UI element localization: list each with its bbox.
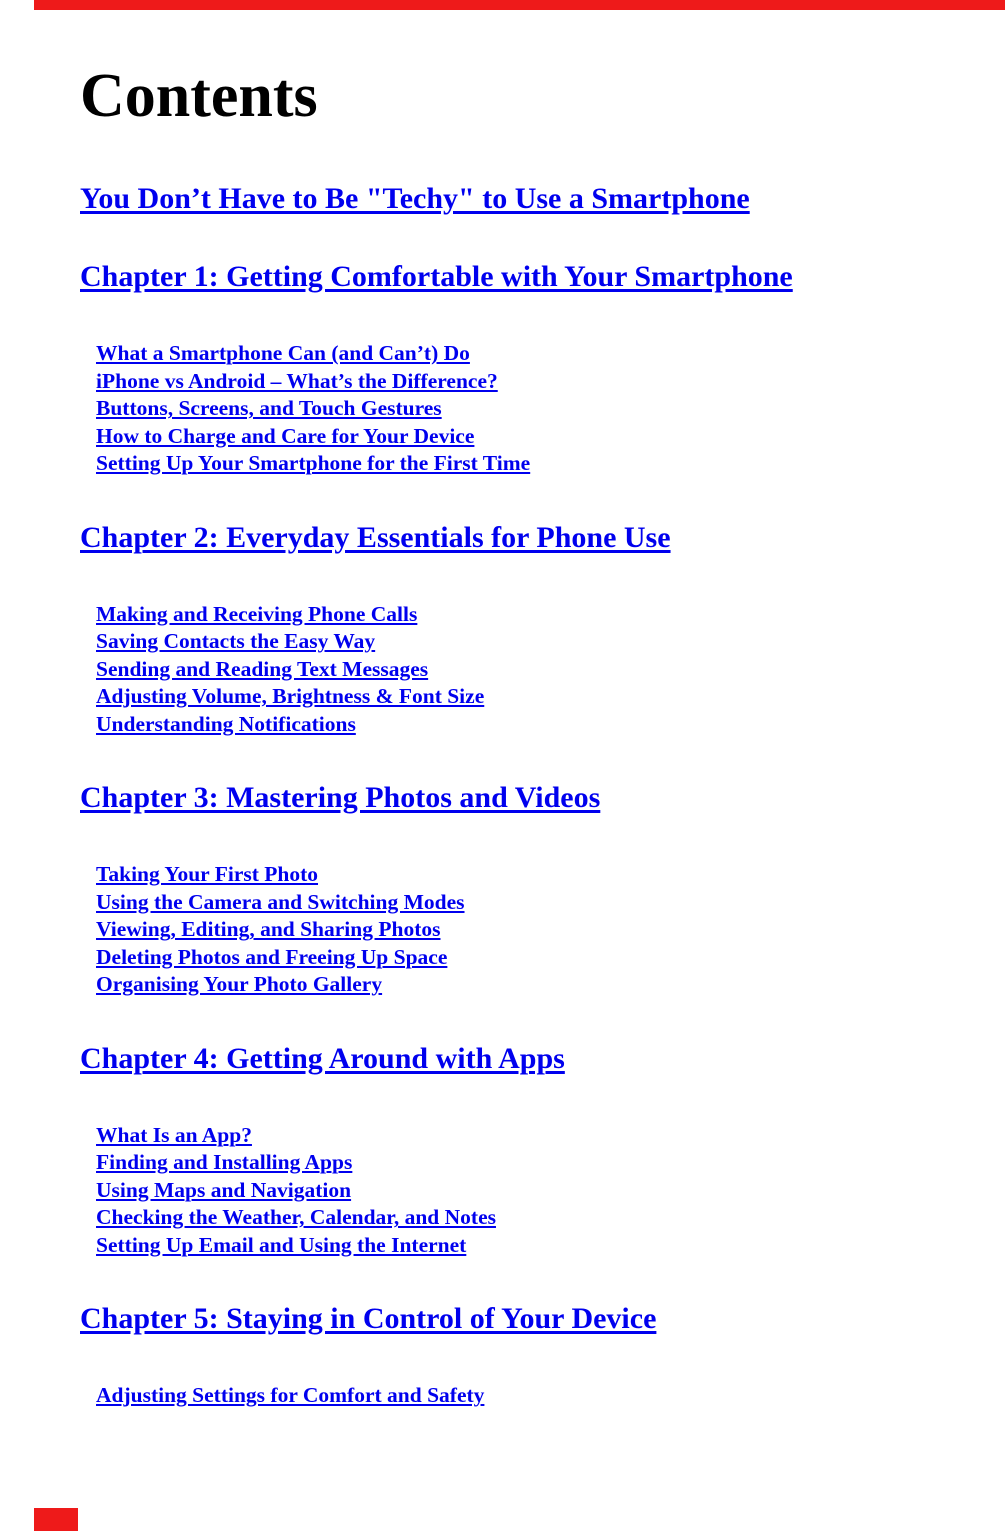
toc-section-link[interactable]: Viewing, Editing, and Sharing Photos [96,917,441,942]
toc-section-link[interactable]: Finding and Installing Apps [96,1150,353,1175]
toc-section-link[interactable]: What Is an App? [96,1122,252,1147]
toc-section-link[interactable]: Sending and Reading Text Messages [96,656,429,681]
toc-section-link[interactable]: Saving Contacts the Easy Way [96,629,376,654]
toc-chapter-heading-3 [80,780,960,816]
toc-section-link[interactable]: Buttons, Screens, and Touch Gestures [96,396,442,421]
toc-section-link[interactable]: Making and Receiving Phone Calls [96,601,418,626]
toc-chapter-heading-1 [80,259,960,295]
toc-section-list-2 [96,601,960,739]
toc-content [80,0,960,1410]
toc-section-link[interactable]: Adjusting Settings for Comfort and Safety [96,1383,485,1408]
toc-section-link[interactable]: Deleting Photos and Freeing Up Space [96,944,448,969]
toc-chapter-link-5[interactable]: Chapter 5: Staying in Control of Your Device [80,1302,657,1336]
toc-chapter-heading-4 [80,1041,960,1077]
toc-section-link[interactable]: Checking the Weather, Calendar, and Notes [96,1205,496,1230]
toc-chapter-link-3[interactable]: Chapter 3: Mastering Photos and Videos [80,781,601,815]
toc-section-list-1 [96,340,960,478]
toc-chapter-link-4[interactable]: Chapter 4: Getting Around with Apps [80,1041,565,1075]
toc-section-list-4 [96,1122,960,1260]
toc-section-link[interactable]: Organising Your Photo Gallery [96,972,383,997]
toc-section-link[interactable]: What a Smartphone Can (and Can’t) Do [96,341,470,366]
toc-section-link[interactable]: Using Maps and Navigation [96,1177,352,1202]
toc-section-list-5 [96,1382,960,1410]
toc-chapter-link-2[interactable]: Chapter 2: Everyday Essentials for Phone Use [80,520,671,554]
toc-section-link[interactable]: How to Charge and Care for Your Device [96,423,475,448]
toc-chapter-heading-2 [80,520,960,556]
toc-front-matter-row [80,181,960,217]
page-title: Contents [80,62,318,130]
toc-section-link[interactable]: iPhone vs Android – What’s the Difference? [96,368,498,393]
toc-section-list-3 [96,861,960,999]
toc-section-link[interactable]: Setting Up Your Smartphone for the First Time [96,451,531,476]
bottom-red-marker [34,1508,78,1531]
toc-section-link[interactable]: Adjusting Volume, Brightness & Font Size [96,684,485,709]
toc-chapter-heading-5 [80,1301,960,1337]
toc-section-link[interactable]: Taking Your First Photo [96,862,319,887]
toc-section-link[interactable]: Using the Camera and Switching Modes [96,889,465,914]
toc-chapter-link-1[interactable]: Chapter 1: Getting Comfortable with Your Smartphone [80,260,793,294]
toc-section-link[interactable]: Setting Up Email and Using the Internet [96,1232,467,1257]
toc-section-link[interactable]: Understanding Notifications [96,711,356,736]
toc-link-front-matter[interactable]: You Don’t Have to Be "Techy" to Use a Smartphone [80,182,750,216]
